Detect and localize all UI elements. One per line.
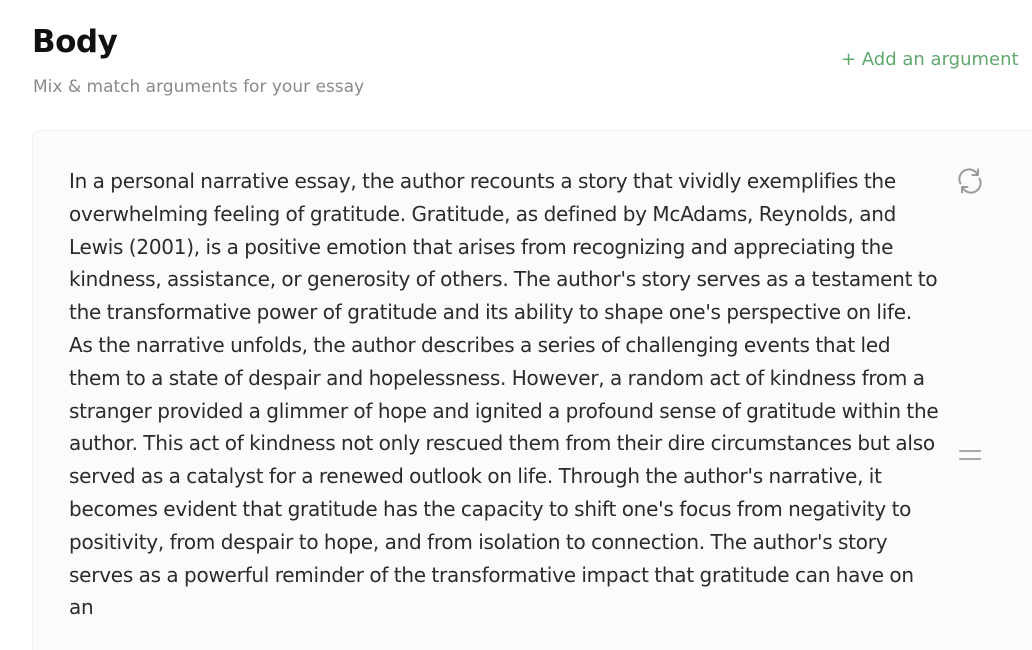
argument-text[interactable]: In a personal narrative essay, the author recounts a story that vividly exemplifies the overwhelming feeling of gratitude. Gratitude, as defined by McAdams, Reynolds, and Lewis (2001), is a positive emotion that arises from recognizing and appreciating the kindness, assistance, or generosity of others. The author's story serves as a testament to the transformative power of gratitude and its ability to shape one's perspective on life. As the narrative unfolds, the author describes a series of challenging events that led them to a state of despair and hopelessness. However, a random act of kindness from a stranger provided a glimmer of hope and ignited a profound sense of gratitude within the author. This act of kindness not only rescued them from their dire circumstances but also served as a catalyst for a renewed outlook on life. Through the author's narrative, it becomes evident that gratitude has the capacity to shift one's focus from negativity to positivity, from despair to hope, and from isolation to connection. The author's story serves as a powerful reminder of the transformative impact that gratitude can have on an [69, 169, 939, 620]
drag-handle-icon[interactable] [957, 447, 983, 463]
add-argument-button[interactable]: + Add an argument [841, 49, 1019, 70]
argument-card [32, 130, 1032, 650]
section-title: Body [32, 24, 118, 60]
refresh-icon[interactable] [955, 166, 985, 196]
section-subtitle: Mix & match arguments for your essay [33, 77, 365, 97]
